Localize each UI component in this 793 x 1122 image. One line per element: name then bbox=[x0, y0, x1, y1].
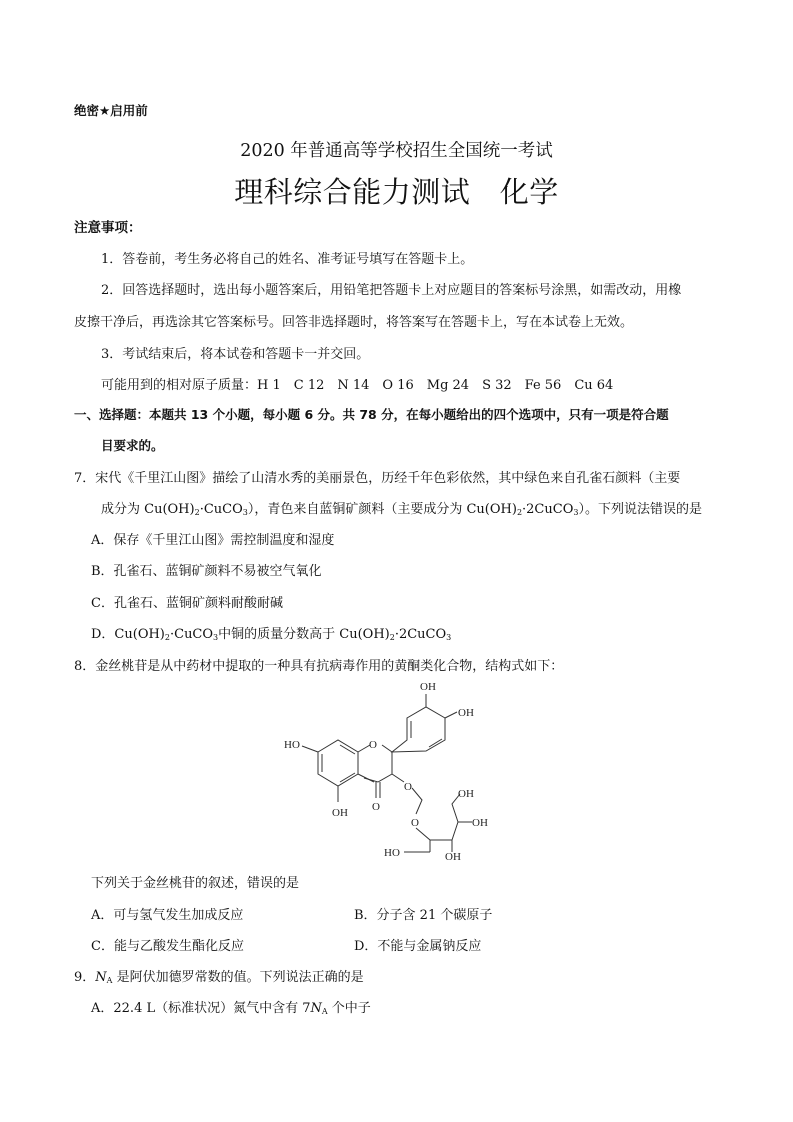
atomic-masses-label: 可能用到的相对原子质量： bbox=[101, 378, 258, 393]
text: 9． bbox=[74, 970, 96, 985]
svg-text:HO: HO bbox=[384, 847, 400, 859]
sub: 2 bbox=[164, 633, 170, 642]
q7-option-b: B．孔雀石、蓝铜矿颜料不易被空气氧化 bbox=[91, 564, 322, 579]
text: ·CuCO bbox=[199, 502, 243, 517]
hyperoside-structure bbox=[280, 676, 500, 866]
section-1-heading: 一、选择题：本题共 13 个小题，每小题 6 分。共 78 分，在每小题给出的四个选项中，只有一项是符合题 bbox=[74, 407, 669, 422]
q9-stem bbox=[74, 966, 364, 985]
avogadro-symbol: N bbox=[95, 970, 107, 985]
subject-title: 理科综合能力测试 化学 bbox=[234, 175, 559, 209]
q8-option-a: A．可与氢气发生加成反应 bbox=[91, 908, 244, 923]
text: 个中子 bbox=[327, 1001, 371, 1016]
svg-text:HO: HO bbox=[284, 739, 300, 751]
notice-heading: 注意事项： bbox=[74, 220, 142, 236]
svg-text:OH: OH bbox=[458, 707, 474, 719]
text: ）。下列说法错误的是 bbox=[578, 502, 702, 517]
section-1-heading-cont: 目要求的。 bbox=[101, 438, 164, 453]
sub: 2 bbox=[516, 508, 523, 517]
notice-item-1: 1．答卷前，考生务必将自己的姓名、准考证号填写在答题卡上。 bbox=[101, 252, 474, 267]
label-oh: OH bbox=[420, 681, 436, 693]
text: A．22.4 L（标准状况）氮气中含有 7 bbox=[91, 1001, 311, 1016]
svg-text:OH: OH bbox=[472, 817, 488, 829]
svg-text:O: O bbox=[404, 781, 412, 793]
q7-option-d bbox=[91, 623, 451, 642]
sub: 2 bbox=[194, 508, 200, 517]
q7-option-c: C．孔雀石、蓝铜矿颜料耐酸耐碱 bbox=[91, 596, 283, 611]
sub: A bbox=[321, 1007, 328, 1016]
sub: 2 bbox=[389, 633, 395, 642]
atomic-masses-values: H 1 C 12 N 14 O 16 Mg 24 S 32 Fe 56 Cu 64 bbox=[257, 378, 614, 393]
svg-text:O: O bbox=[369, 739, 377, 751]
q8-prompt: 下列关于金丝桃苷的叙述，错误的是 bbox=[91, 876, 300, 891]
atomic-masses bbox=[101, 374, 613, 393]
notice-item-2: 2．回答选择题时，选出每小题答案后，用铅笔把答题卡上对应题目的答案标号涂黑，如需改动，用橡 bbox=[101, 283, 682, 298]
notice-item-3: 3．考试结束后，将本试卷和答题卡一并交回。 bbox=[101, 347, 370, 362]
text: 成分为 Cu(OH) bbox=[101, 502, 195, 517]
q7-stem-cont bbox=[101, 498, 702, 517]
sub: A bbox=[106, 976, 113, 985]
q7-option-a: A．保存《千里江山图》需控制温度和湿度 bbox=[91, 533, 335, 548]
svg-text:OH: OH bbox=[332, 807, 348, 819]
q9-option-a bbox=[91, 997, 371, 1016]
notice-item-2-cont: 皮擦干净后，再选涂其它答案标号。回答非选择题时，将答案写在答题卡上，写在本试卷上无效。 bbox=[74, 315, 634, 330]
exam-title: 2020 年普通高等学校招生全国统一考试 bbox=[240, 141, 553, 161]
svg-text:OH: OH bbox=[458, 788, 474, 800]
q8-stem: 8．金丝桃苷是从中药材中提取的一种具有抗病毒作用的黄酮类化合物，结构式如下： bbox=[74, 659, 564, 674]
q8-option-d: D．不能与金属钠反应 bbox=[354, 939, 482, 954]
sub: 3 bbox=[446, 633, 452, 642]
q8-option-b: B．分子含 21 个碳原子 bbox=[354, 908, 493, 923]
text: ·CuCO bbox=[169, 627, 214, 642]
text: ·2CuCO bbox=[522, 502, 574, 517]
text: ·2CuCO bbox=[394, 627, 447, 642]
text: 是阿伏加德罗常数的值。下列说法正确的是 bbox=[112, 970, 364, 985]
secret-mark: 绝密★启用前 bbox=[74, 103, 148, 118]
q7-stem: 7．宋代《千里江山图》描绘了山清水秀的美丽景色，历经千年色彩依然，其中绿色来自孔雀石颜料（主要 bbox=[74, 471, 681, 486]
q8-option-c: C．能与乙酸发生酯化反应 bbox=[91, 939, 244, 954]
sub: 3 bbox=[213, 633, 219, 642]
svg-text:O: O bbox=[411, 817, 419, 829]
text: 中铜的质量分数高于 Cu(OH) bbox=[218, 627, 390, 642]
text: D．Cu(OH) bbox=[91, 627, 165, 642]
svg-text:OH: OH bbox=[445, 851, 461, 863]
sub: 3 bbox=[242, 508, 248, 517]
avogadro-symbol: N bbox=[310, 1001, 322, 1016]
svg-text:O: O bbox=[372, 801, 380, 813]
sub: 3 bbox=[573, 508, 579, 517]
text: ），青色来自蓝铜矿颜料（主要成分为 Cu(OH) bbox=[247, 502, 517, 517]
